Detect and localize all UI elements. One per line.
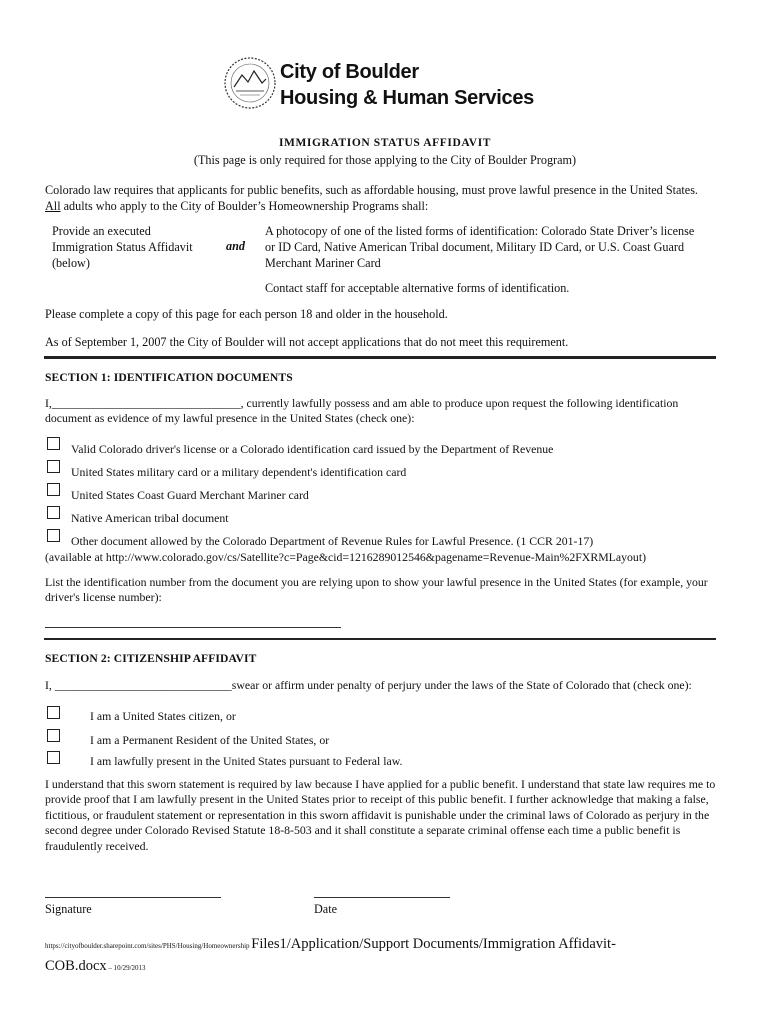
date-label: Date bbox=[314, 902, 338, 916]
footer-path bbox=[45, 934, 735, 978]
citizenship-checkbox-3[interactable] bbox=[47, 751, 60, 764]
id-option-checkbox-4[interactable] bbox=[47, 506, 60, 519]
section1-statement-line2: document as evidence of my lawful presence in the United States (check one): bbox=[45, 411, 415, 425]
requirement-connector: and bbox=[226, 239, 245, 253]
footer-line1 bbox=[45, 934, 735, 956]
intro-line2 bbox=[45, 198, 735, 214]
footer-date: – 10/29/2013 bbox=[106, 964, 146, 972]
ack-line3: fictitious, or fraudulent statement or representation in this sworn affidavit is punishable under the criminal laws of Colorado as perjury in the bbox=[45, 807, 710, 822]
org-name-line1: City of Boulder bbox=[280, 61, 419, 83]
citizenship-checkbox-2[interactable] bbox=[47, 729, 60, 742]
id-option-checkbox-2[interactable] bbox=[47, 460, 60, 473]
acknowledgement-paragraph bbox=[45, 777, 735, 854]
id-option-label-5: Other document allowed by the Colorado Department of Revenue Rules for Lawful Presence. (1 CCR 201-17) bbox=[71, 534, 594, 548]
footer-path-big: Files1/Application/Support Documents/Immigration Affidavit- bbox=[251, 936, 616, 952]
citizenship-label-1: I am a United States citizen, or bbox=[90, 709, 236, 723]
section-divider-2 bbox=[44, 638, 716, 640]
id-option-label-2: United States military card or a military dependent's identification card bbox=[71, 465, 407, 479]
deadline-note: As of September 1, 2007 the City of Boulder will not accept applications that do not meet this requirement. bbox=[45, 335, 569, 349]
id-option-label-1: Valid Colorado driver's license or a Colorado identification card issued by the Department of Revenue bbox=[71, 442, 554, 456]
requirement-left bbox=[52, 223, 193, 271]
intro-paragraph bbox=[45, 182, 735, 214]
other-document-url: (available at http://www.colorado.gov/cs/Satellite?c=Page&cid=1216289012546&pagename=Revenue-Main%2FXRMLayout) bbox=[45, 550, 647, 564]
requirement-left-line1: Provide an executed bbox=[52, 224, 151, 238]
id-option-checkbox-1[interactable] bbox=[47, 437, 60, 450]
footer-line2 bbox=[45, 956, 735, 978]
requirement-right-line3: Merchant Mariner Card bbox=[265, 256, 381, 270]
ack-line1: I understand that this sworn statement is required by law because I have applied for a public benefit. I understand that state law requires me to bbox=[45, 777, 716, 791]
date-field[interactable] bbox=[314, 897, 450, 898]
signature-field[interactable] bbox=[45, 897, 221, 898]
copy-each-note: Please complete a copy of this page for each person 18 and older in the household. bbox=[45, 307, 448, 321]
id-number-instructions-line1: List the identification number from the document you are relying upon to show your lawful presence in the United States (for example, your bbox=[45, 575, 708, 589]
section1-statement-line1: I,________________________________, currently lawfully possess and am able to produce upon request the following identification bbox=[45, 396, 679, 410]
citizenship-label-2: I am a Permanent Resident of the United States, or bbox=[90, 733, 330, 747]
id-number-instructions-line2: driver's license number): bbox=[45, 590, 162, 604]
id-number-instructions bbox=[45, 575, 735, 605]
section1-statement bbox=[45, 396, 735, 426]
signature-label: Signature bbox=[45, 902, 92, 916]
section2-heading: SECTION 2: CITIZENSHIP AFFIDAVIT bbox=[45, 652, 257, 665]
citizenship-label-3: I am lawfully present in the United States pursuant to Federal law. bbox=[90, 754, 403, 768]
id-number-field[interactable] bbox=[45, 627, 341, 628]
id-option-checkbox-5[interactable] bbox=[47, 529, 60, 542]
requirement-right-line1: A photocopy of one of the listed forms of identification: Colorado State Driver’s license bbox=[265, 224, 695, 238]
intro-all-underlined: All bbox=[45, 199, 61, 213]
section1-heading: SECTION 1: IDENTIFICATION DOCUMENTS bbox=[45, 371, 293, 384]
org-name-line2: Housing & Human Services bbox=[280, 87, 534, 109]
footer-path-small: https://cityofboulder.sharepoint.com/sites/PHS/Housing/Homeownership bbox=[45, 942, 252, 950]
contact-staff-note: Contact staff for acceptable alternative forms of identification. bbox=[265, 281, 570, 295]
ack-line2: provide proof that I am lawfully present in the United States prior to receipt of this public benefit. I further acknowledge that making a false, bbox=[45, 792, 709, 807]
id-option-checkbox-3[interactable] bbox=[47, 483, 60, 496]
ack-line5: fraudulently received. bbox=[45, 838, 149, 853]
document-title: IMMIGRATION STATUS AFFIDAVIT bbox=[278, 137, 492, 149]
document-subtitle: (This page is only required for those applying to the City of Boulder Program) bbox=[193, 153, 577, 167]
section2-statement: I, ______________________________swear or affirm under penalty of perjury under the laws of the State of Colorado that (check one): bbox=[45, 678, 692, 692]
intro-line2-rest: adults who apply to the City of Boulder’s Homeownership Programs shall: bbox=[60, 199, 429, 213]
city-seal-logo bbox=[222, 55, 278, 111]
id-option-label-4: Native American tribal document bbox=[71, 511, 229, 525]
ack-line4: second degree under Colorado Revised Statute 18-8-503 and it shall constitute a separate criminal offense each time a public benefit is bbox=[45, 823, 681, 838]
citizenship-checkbox-1[interactable] bbox=[47, 706, 60, 719]
intro-line1: Colorado law requires that applicants for public benefits, such as affordable housing, must prove lawful presence in the United States. bbox=[45, 183, 698, 197]
requirement-left-line3: (below) bbox=[52, 256, 90, 270]
section-divider-1 bbox=[44, 356, 716, 359]
id-option-label-3: United States Coast Guard Merchant Mariner card bbox=[71, 488, 309, 502]
requirement-left-line2: Immigration Status Affidavit bbox=[52, 240, 193, 254]
requirement-right-line2: or ID Card, Native American Tribal document, Military ID Card, or U.S. Coast Guard bbox=[265, 240, 685, 254]
requirement-right bbox=[265, 223, 694, 271]
footer-file-name: COB.docx bbox=[45, 958, 107, 974]
